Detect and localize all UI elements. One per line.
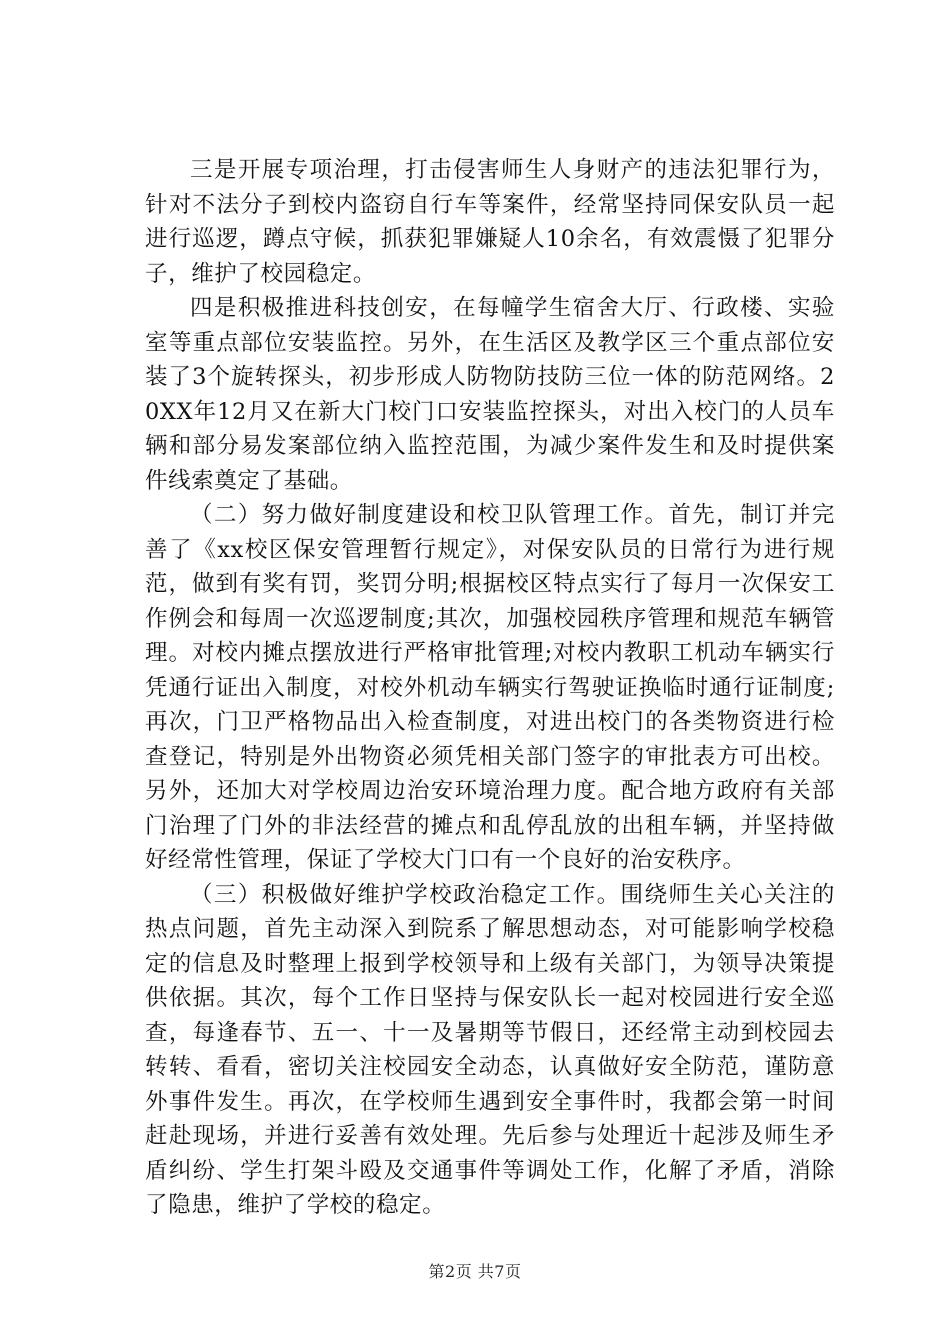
paragraph-tech-security: 四是积极推进科技创安，在每幢学生宿舍大厅、行政楼、实验室等重点部位安装监控。另外，在生活区及教学区三个重点部位安装了3个旋转探头，初步形成人防物防技防三位一体的防范网络。20XX年12月又在新大门校门口安装监控探头，对出入校门的人员车辆和部分易发案部位纳入监控范围，为减少案件发生和及时提供案件线索奠定了基础。: [145, 295, 835, 494]
paragraph-political-stability: （三）积极做好维护学校政治稳定工作。围绕师生关心关注的热点问题，首先主动深入到院系了解思想动态，对可能影响学校稳定的信息及时整理上报到学校领导和上级有关部门，为领导决策提供依据。其次，每个工作日坚持与保安队长一起对校园进行安全巡查，每逢春节、五一、十一及暑期等节假日，还经常主动到校园去转转、看看，密切关注校园安全动态，认真做好安全防范，谨防意外事件发生。再次，在学校师生遇到安全事件时，我都会第一时间赶赴现场，并进行妥善有效处理。先后参与处理近十起涉及师生矛盾纠纷、学生打架斗殴及交通事件等调处工作，化解了矛盾，消除了隐患，维护了学校的稳定。: [145, 881, 835, 1218]
document-body: [145, 153, 835, 1223]
paragraph-special-governance: 三是开展专项治理，打击侵害师生人身财产的违法犯罪行为，针对不法分子到校内盗窃自行车等案件，经常坚持同保安队员一起进行巡逻，蹲点守候，抓获犯罪嫌疑人10余名，有效震慑了犯罪分子，维护了校园稳定。: [145, 157, 835, 287]
paragraph-system-building: （二）努力做好制度建设和校卫队管理工作。首先，制订并完善了《xx校区保安管理暂行规定》，对保安队员的日常行为进行规范，做到有奖有罚，奖罚分明;根据校区特点实行了每月一次保安工作例会和每周一次巡逻制度;其次，加强校园秩序管理和规范车辆管理。对校内摊点摆放进行严格审批管理;对校内教职工机动车辆实行凭通行证出入制度，对校外机动车辆实行驾驶证换临时通行证制度;再次，门卫严格物品出入检查制度，对进出校门的各类物资进行检查登记，特别是外出物资必须凭相关部门签字的审批表方可出校。另外，还加大对学校周边治安环境治理力度。配合地方政府有关部门治理了门外的非法经营的摊点和乱停乱放的出租车辆，并坚持做好经常性管理，保证了学校大门口有一个良好的治安秩序。: [145, 502, 835, 873]
page-number-footer: 第2页 共7页: [428, 1262, 522, 1281]
